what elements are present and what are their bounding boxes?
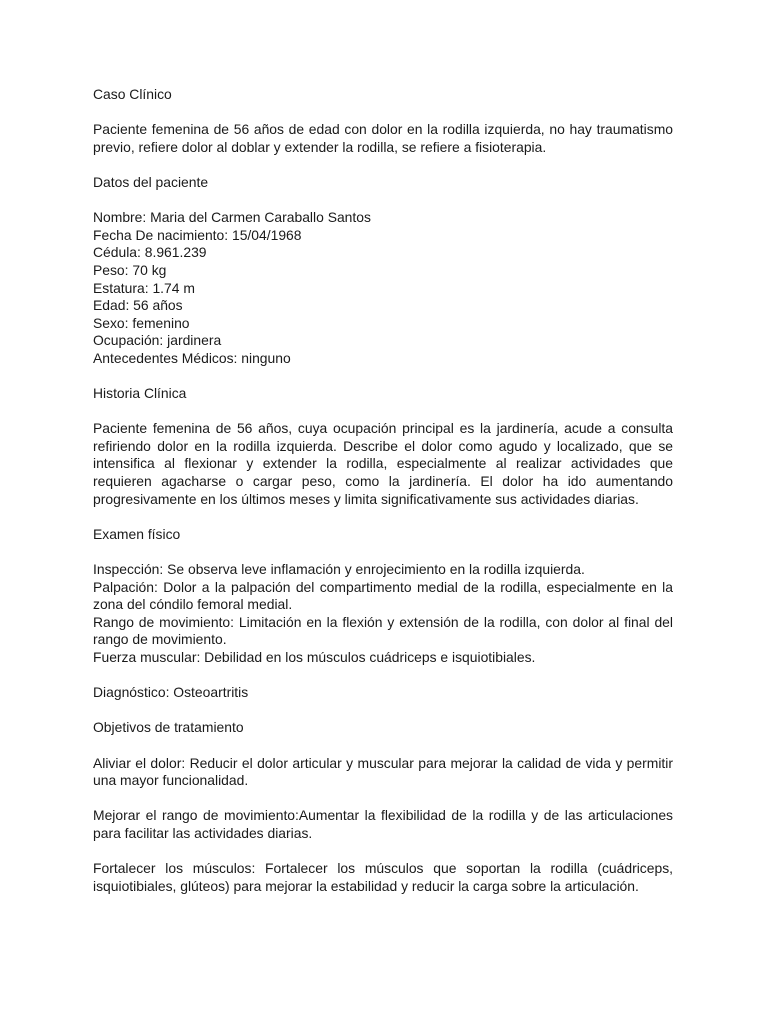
exam-strength: Fuerza muscular: Debilidad en los músculos cuádriceps e isquiotibiales. bbox=[93, 649, 536, 665]
patient-age: Edad: 56 años bbox=[93, 297, 183, 314]
patient-medical-history: Antecedentes Médicos: ninguno bbox=[93, 349, 291, 366]
patient-weight: Peso: 70 kg bbox=[93, 261, 167, 278]
history-heading: Historia Clínica bbox=[93, 385, 187, 402]
patient-id: Cédula: 8.961.239 bbox=[93, 244, 207, 261]
patient-name: Nombre: Maria del Carmen Caraballo Santos bbox=[93, 209, 371, 226]
patient-sex: Sexo: femenino bbox=[93, 314, 190, 331]
patient-data-list bbox=[93, 209, 673, 367]
objective-item: Fortalecer los músculos: Fortalecer los músculos que soportan la rodilla (cuádriceps, isquiotibiales, glúteos) para mejorar la estabilidad y reducir la carga sobre la articulación. bbox=[93, 860, 673, 894]
diagnosis: Diagnóstico: Osteoartritis bbox=[93, 684, 249, 701]
exam-range: Rango de movimiento: Limitación en la flexión y extensión de la rodilla, con dolor al final del rango de movimiento. bbox=[93, 613, 673, 648]
patient-occupation: Ocupación: jardinera bbox=[93, 332, 222, 349]
history-text: Paciente femenina de 56 años, cuya ocupación principal es la jardinería, acude a consulta refiriendo dolor en la rodilla izquierda. Describe el dolor como agudo y localizado, que se intensifica al flexionar y extender la rodilla, especialmente al realizar actividades que requieren agacharse o cargar peso, como la jardinería. El dolor ha ido aumentando progresivamente en los últimos meses y limita significativamente sus actividades diarias. bbox=[93, 420, 673, 507]
objective-item: Aliviar el dolor: Reducir el dolor articular y muscular para mejorar la calidad de vida y permitir una mayor funcionalidad. bbox=[93, 754, 673, 789]
exam-inspection: Inspección: Se observa leve inflamación y enrojecimiento en la rodilla izquierda. bbox=[93, 561, 585, 578]
patient-data-heading: Datos del paciente bbox=[93, 173, 209, 190]
exam-heading: Examen físico bbox=[93, 525, 181, 542]
document-title: Caso Clínico bbox=[93, 86, 172, 102]
patient-birthdate: Fecha De nacimiento: 15/04/1968 bbox=[93, 226, 302, 243]
objectives-heading: Objetivos de tratamiento bbox=[93, 719, 244, 736]
case-summary: Paciente femenina de 56 años de edad con dolor en la rodilla izquierda, no hay traumatismo previo, refiere dolor al doblar y extender la rodilla, se refiere a fisioterapia. bbox=[93, 121, 673, 155]
objective-item: Mejorar el rango de movimiento:Aumentar la flexibilidad de la rodilla y de las articulaciones para facilitar las actividades diarias. bbox=[93, 807, 673, 841]
patient-height: Estatura: 1.74 m bbox=[93, 279, 195, 296]
exam-palpation: Palpación: Dolor a la palpación del compartimento medial de la rodilla, especialmente en la zona del cóndilo femoral medial. bbox=[93, 578, 673, 613]
